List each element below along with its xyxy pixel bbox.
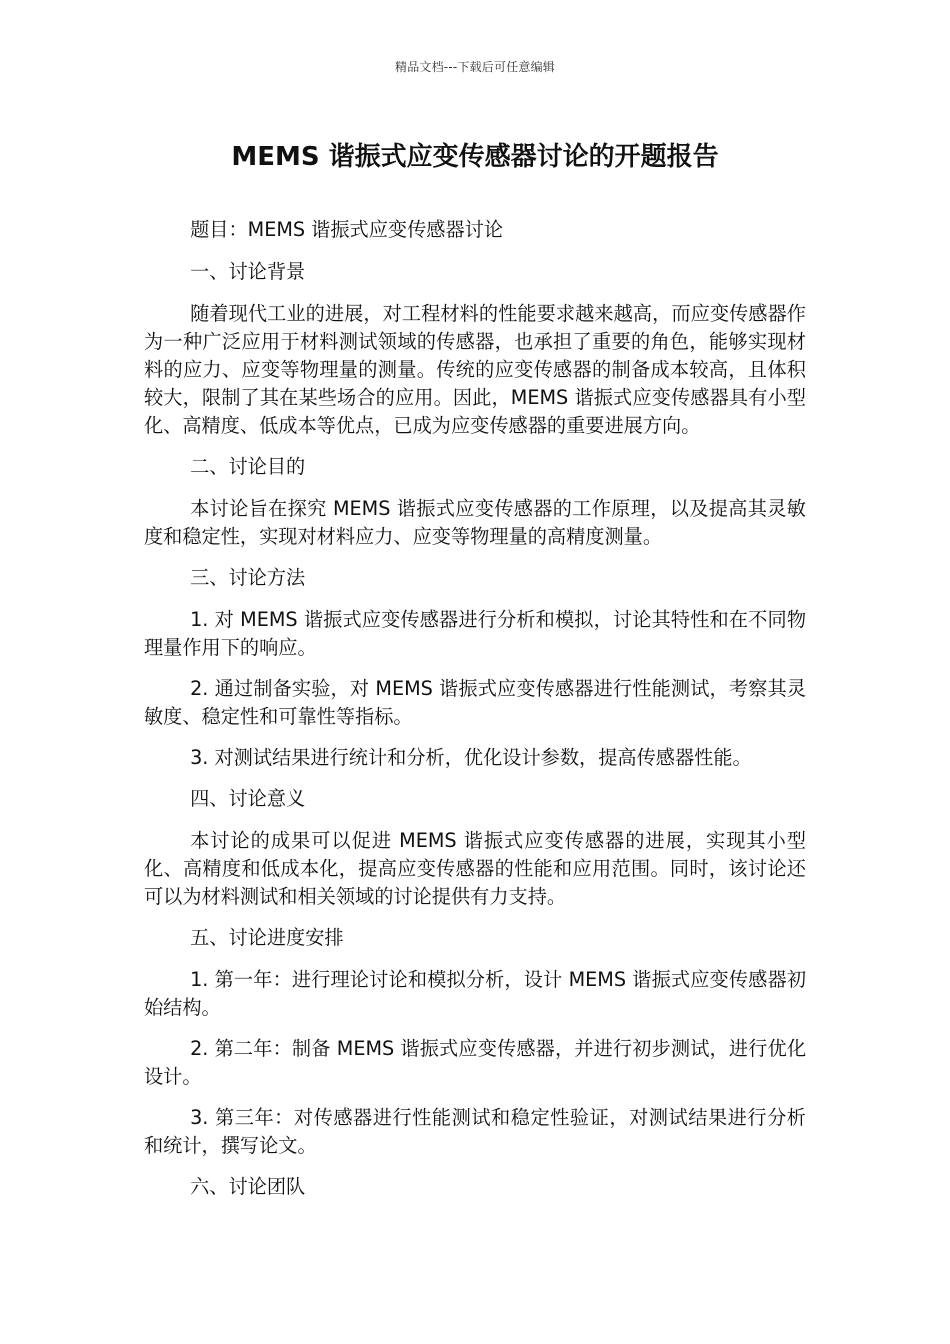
document-body: [144, 216, 806, 1215]
section-body-background: 随着现代工业的进展，对工程材料的性能要求越来越高，而应变传感器作为一种广泛应用于材料测试领域的传感器，也承担了重要的角色，能够实现材料的应力、应变等物理量的测量。传统的应变传感器的制备成本较高，且体积较大，限制了其在某些场合的应用。因此，MEMS 谐振式应变传感器具有小型化、高精度、低成本等优点，已成为应变传感器的重要进展方向。: [144, 302, 806, 437]
section-heading-purpose: 二、讨论目的: [190, 455, 306, 478]
section-body-purpose: 本讨论旨在探究 MEMS 谐振式应变传感器的工作原理，以及提高其灵敏度和稳定性，实现对材料应力、应变等物理量的高精度测量。: [144, 497, 806, 548]
method-item-1: 1. 对 MEMS 谐振式应变传感器进行分析和模拟，讨论其特性和在不同物理量作用下的响应。: [144, 608, 806, 659]
method-item-2: 2. 通过制备实验，对 MEMS 谐振式应变传感器进行性能测试，考察其灵敏度、稳定性和可靠性等指标。: [144, 677, 806, 728]
method-item-3: 3. 对测试结果进行统计和分析，优化设计参数，提高传感器性能。: [190, 746, 752, 769]
schedule-item-1: 1. 第一年：进行理论讨论和模拟分析，设计 MEMS 谐振式应变传感器初始结构。: [144, 968, 806, 1019]
section-body-significance: 本讨论的成果可以促进 MEMS 谐振式应变传感器的进展，实现其小型化、高精度和低成本化，提高应变传感器的性能和应用范围。同时，该讨论还可以为材料测试和相关领域的讨论提供有力支持。: [144, 829, 806, 908]
section-heading-significance: 四、讨论意义: [190, 787, 306, 810]
section-heading-method: 三、讨论方法: [190, 566, 306, 589]
header-note: 精品文档---下载后可任意编辑: [395, 60, 555, 74]
schedule-item-3: 3. 第三年：对传感器进行性能测试和稳定性验证，对测试结果进行分析和统计，撰写论文。: [144, 1106, 806, 1157]
section-heading-background: 一、讨论背景: [190, 260, 306, 283]
topic-line: 题目：MEMS 谐振式应变传感器讨论: [190, 218, 504, 241]
section-heading-team: 六、讨论团队: [190, 1175, 306, 1198]
schedule-item-2: 2. 第二年：制备 MEMS 谐振式应变传感器，并进行初步测试，进行优化设计。: [144, 1037, 806, 1088]
document-title: MEMS 谐振式应变传感器讨论的开题报告: [231, 142, 719, 172]
section-heading-schedule: 五、讨论进度安排: [190, 926, 344, 949]
